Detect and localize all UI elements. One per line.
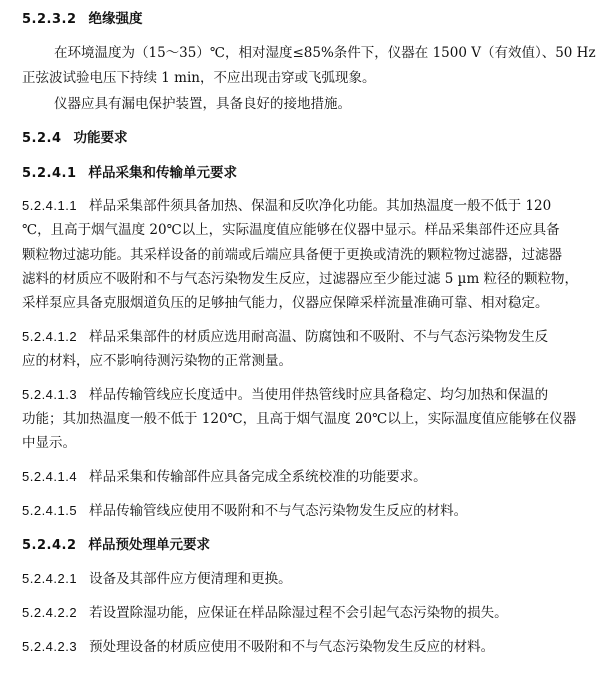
paragraph-line: 采样泵应具备克服烟道负压的足够抽气能力，仪器应保障采样流量准确可靠、相对稳定。 [22, 295, 549, 311]
clause-5-2-4-1-4 [22, 469, 427, 485]
clause-number: 5.2.4.1.4 [22, 469, 78, 484]
section-title: 样品采集和传输单元要求 [88, 165, 237, 181]
section-title: 功能要求 [73, 130, 128, 146]
section-number: 5.2.4.2 [22, 538, 77, 553]
heading-5-2-4-2 [22, 537, 210, 554]
clause-number: 5.2.4.1.3 [22, 387, 78, 402]
clause-text: 样品采集和传输部件应具备完成全系统校准的功能要求。 [89, 469, 427, 485]
paragraph-line: 功能；其加热温度一般不低于 120℃，且高于烟气温度 20℃以上，实际温度值应能够在仪器 [22, 411, 577, 427]
clause-5-2-4-1-2 [22, 329, 548, 345]
section-title: 绝缘强度 [88, 11, 143, 27]
paragraph-line: 颗粒物过滤功能。其采样设备的前端或后端应具备便于更换或清洗的颗粒物过滤器，过滤器 [22, 247, 562, 263]
paragraph-line: 正弦波试验电压下持续 1 min，不应出现击穿或飞弧现象。 [22, 70, 376, 86]
clause-number: 5.2.4.1.2 [22, 329, 78, 344]
clause-5-2-4-1-3 [22, 387, 548, 403]
clause-5-2-4-2-2 [22, 605, 508, 621]
clause-text: 若设置除湿功能，应保证在样品除湿过程不会引起气态污染物的损失。 [89, 605, 508, 621]
clause-5-2-4-1-5 [22, 503, 467, 519]
clause-number: 5.2.4.2.2 [22, 605, 78, 620]
paragraph-line: 滤料的材质应不吸附和不与气态污染物发生反应，过滤器应至少能过滤 5 µm 粒径的颗粒物， [22, 271, 579, 287]
heading-5-2-4-1 [22, 165, 237, 182]
paragraph-line: 中显示。 [22, 435, 76, 451]
clause-number: 5.2.4.1.5 [22, 503, 78, 518]
clause-text: 样品传输管线应使用不吸附和不与气态污染物发生反应的材料。 [89, 503, 468, 519]
section-number: 5.2.4.1 [22, 166, 77, 181]
clause-text: 样品传输管线应长度适中。当使用伴热管线时应具备稳定、均匀加热和保温的 [89, 387, 549, 403]
clause-5-2-4-2-3 [22, 639, 494, 655]
clause-text: 样品采集部件须具备加热、保温和反吹净化功能。其加热温度一般不低于 120 [89, 198, 552, 214]
clause-text: 预处理设备的材质应使用不吸附和不与气态污染物发生反应的材料。 [89, 639, 495, 655]
section-title: 样品预处理单元要求 [88, 537, 210, 553]
clause-number: 5.2.4.2.3 [22, 639, 78, 654]
clause-number: 5.2.4.2.1 [22, 571, 78, 586]
heading-5-2-3-2 [22, 11, 143, 28]
clause-text: 设备及其部件应方便清理和更换。 [89, 571, 292, 587]
paragraph-line: 应的材料，应不影响待测污染物的正常测量。 [22, 353, 292, 369]
section-number: 5.2.4 [22, 131, 62, 146]
paragraph-line: 在环境温度为（15～35）℃，相对湿度≤85%条件下，仪器在 1500 V（有效值）、50 Hz [54, 45, 596, 61]
clause-5-2-4-2-1 [22, 571, 292, 587]
clause-text: 样品采集部件的材质应选用耐高温、防腐蚀和不吸附、不与气态污染物发生反 [89, 329, 549, 345]
paragraph-line: 仪器应具有漏电保护装置，具备良好的接地措施。 [54, 96, 351, 112]
clause-number: 5.2.4.1.1 [22, 198, 78, 213]
paragraph-line: ℃，且高于烟气温度 20℃以上，实际温度值应能够在仪器中显示。样品采集部件还应具备 [22, 222, 560, 238]
section-number: 5.2.3.2 [22, 12, 77, 27]
heading-5-2-4 [22, 130, 128, 147]
clause-5-2-4-1-1 [22, 198, 551, 214]
